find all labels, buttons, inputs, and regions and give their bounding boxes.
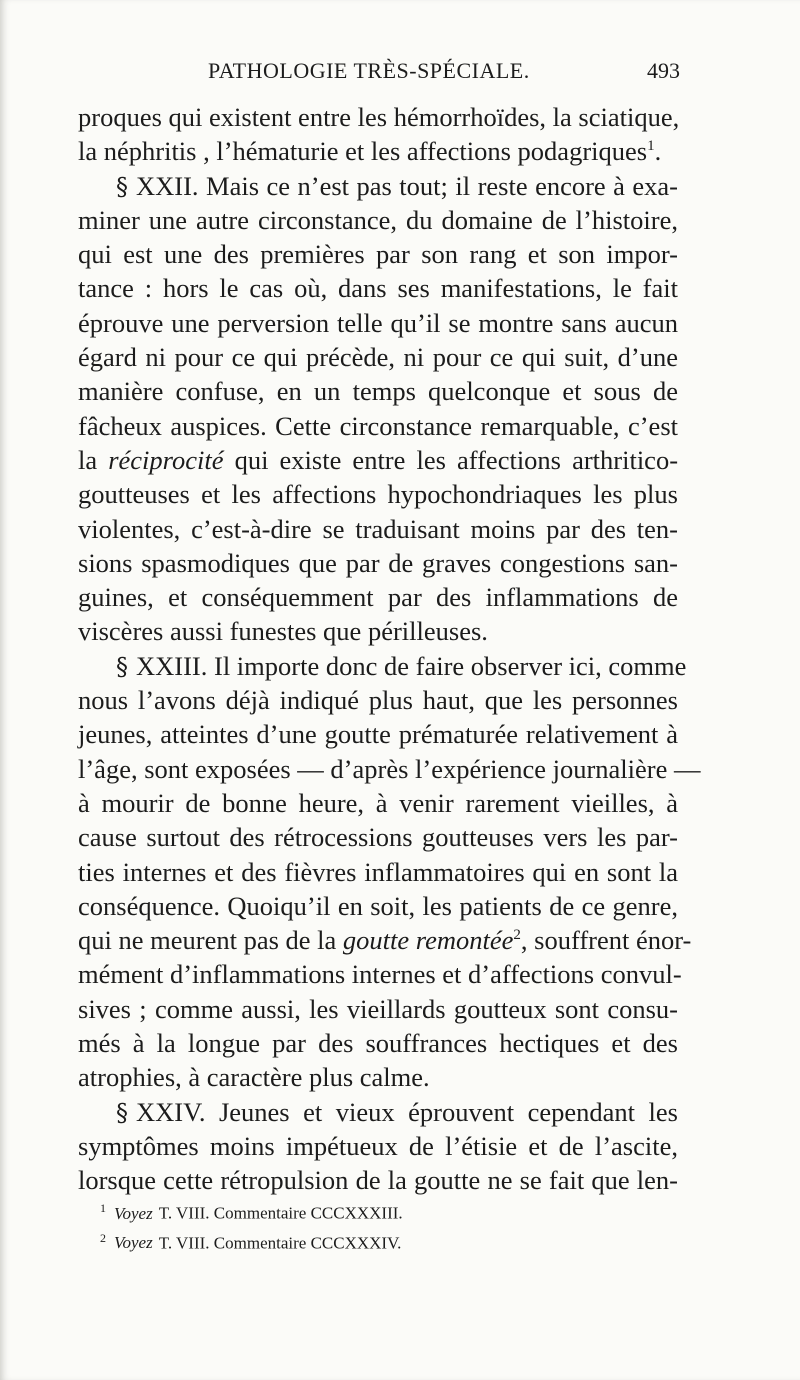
text-line: la réciprocité qui existe entre les affections arthritico-	[78, 444, 679, 475]
text-line: lorsque cette rétropulsion de la goutte ne se fait que len-	[78, 1165, 678, 1196]
page-header	[78, 58, 680, 94]
footnote-ref-1: 1	[647, 138, 655, 155]
section-xxiv-start: § XXIV. Jeunes et vieux éprouvent cependant les	[116, 1096, 678, 1127]
text-line: égard ni pour ce qui précède, ni pour ce qui suit, d’une	[78, 342, 678, 373]
text-line: sions spasmodiques que par de graves congestions san-	[78, 547, 678, 578]
text-line: miner une autre circonstance, du domaine de l’histoire,	[78, 204, 678, 235]
text-line: fâcheux auspices. Cette circonstance remarquable, c’est	[78, 410, 678, 441]
text-line: viscères aussi funestes que périlleuses.	[78, 616, 488, 647]
section-xxiii-start: § XXIII. Il importe donc de faire observer ici, comme	[116, 650, 687, 681]
text-line: symptômes moins impétueux de l’étisie et de l’ascite,	[78, 1130, 678, 1161]
text-line: qui est une des premières par son rang et son impor-	[78, 239, 678, 270]
body-text	[78, 100, 701, 1198]
section-sign: §	[116, 172, 128, 201]
footnote-1: $^1$ Voyez T. VIII. Commentaire CCCXXXIII.	[100, 1201, 403, 1223]
text-line: cause surtout des rétrocessions goutteuses vers les par-	[78, 822, 678, 853]
emphasis-goutte-remontee: goutte remontée	[342, 925, 514, 956]
text-line: més à la longue par des souffrances hectiques et des	[78, 1028, 678, 1059]
text-line: guines, et conséquemment par des inflammations de	[78, 582, 678, 613]
text-line: qui ne meurent pas de la goutte remontée$^2$, souffrent énor-	[78, 925, 692, 956]
text-line: l’âge, sont exposées — d’après l’expérience journalière —	[78, 753, 701, 784]
footnote-2: $^2$ Voyez T. VIII. Commentaire CCCXXXIV.	[100, 1230, 402, 1253]
text-line: violentes, c’est-à-dire se traduisant moins par des ten-	[78, 513, 678, 544]
footnote-ref-2: 2	[513, 927, 521, 944]
text-line: proques qui existent entre les hémorrhoïdes, la sciatique,	[78, 102, 680, 132]
section-sign: §	[116, 1098, 128, 1127]
text-line: mément d’inflammations internes et d’affections convul-	[78, 959, 682, 990]
text-line: sives ; comme aussi, les vieillards goutteux sont consu-	[78, 993, 678, 1024]
text-line: à mourir de bonne heure, à venir rarement vieilles, à	[78, 787, 678, 818]
emphasis-reciprocite: réciprocité	[108, 444, 224, 475]
text-line: atrophies, à caractère plus calme.	[78, 1062, 430, 1093]
text-line: manière confuse, en un temps quelconque et sous de	[78, 376, 678, 407]
text-line: nous l’avons déjà indiqué plus haut, que les personnes	[78, 685, 678, 716]
section-xxii-start: § XXII. Mais ce n’est pas tout; il reste encore à exa-	[116, 170, 678, 201]
text-line: conséquence. Quoiqu’il en soit, les patients de ce genre,	[78, 890, 678, 921]
footnotes	[100, 1196, 680, 1255]
text-line: la néphritis , l’hématurie et les affections podagriques$^1$.	[78, 136, 662, 167]
running-title: PATHOLOGIE TRÈS-SPÉCIALE.	[208, 58, 530, 83]
text-line: jeunes, atteintes d’une goutte prématurée relativement à	[78, 719, 678, 750]
section-sign: §	[116, 652, 128, 681]
page-number: 493	[647, 58, 680, 83]
text-line: tance : hors le cas où, dans ses manifestations, le fait	[78, 273, 678, 304]
text-line: éprouve une perversion telle qu’il se montre sans aucun	[78, 307, 678, 338]
text-line: ties internes et des fièvres inflammatoires qui en sont la	[78, 856, 678, 887]
text-line: goutteuses et les affections hypochondriaques les plus	[78, 479, 678, 510]
